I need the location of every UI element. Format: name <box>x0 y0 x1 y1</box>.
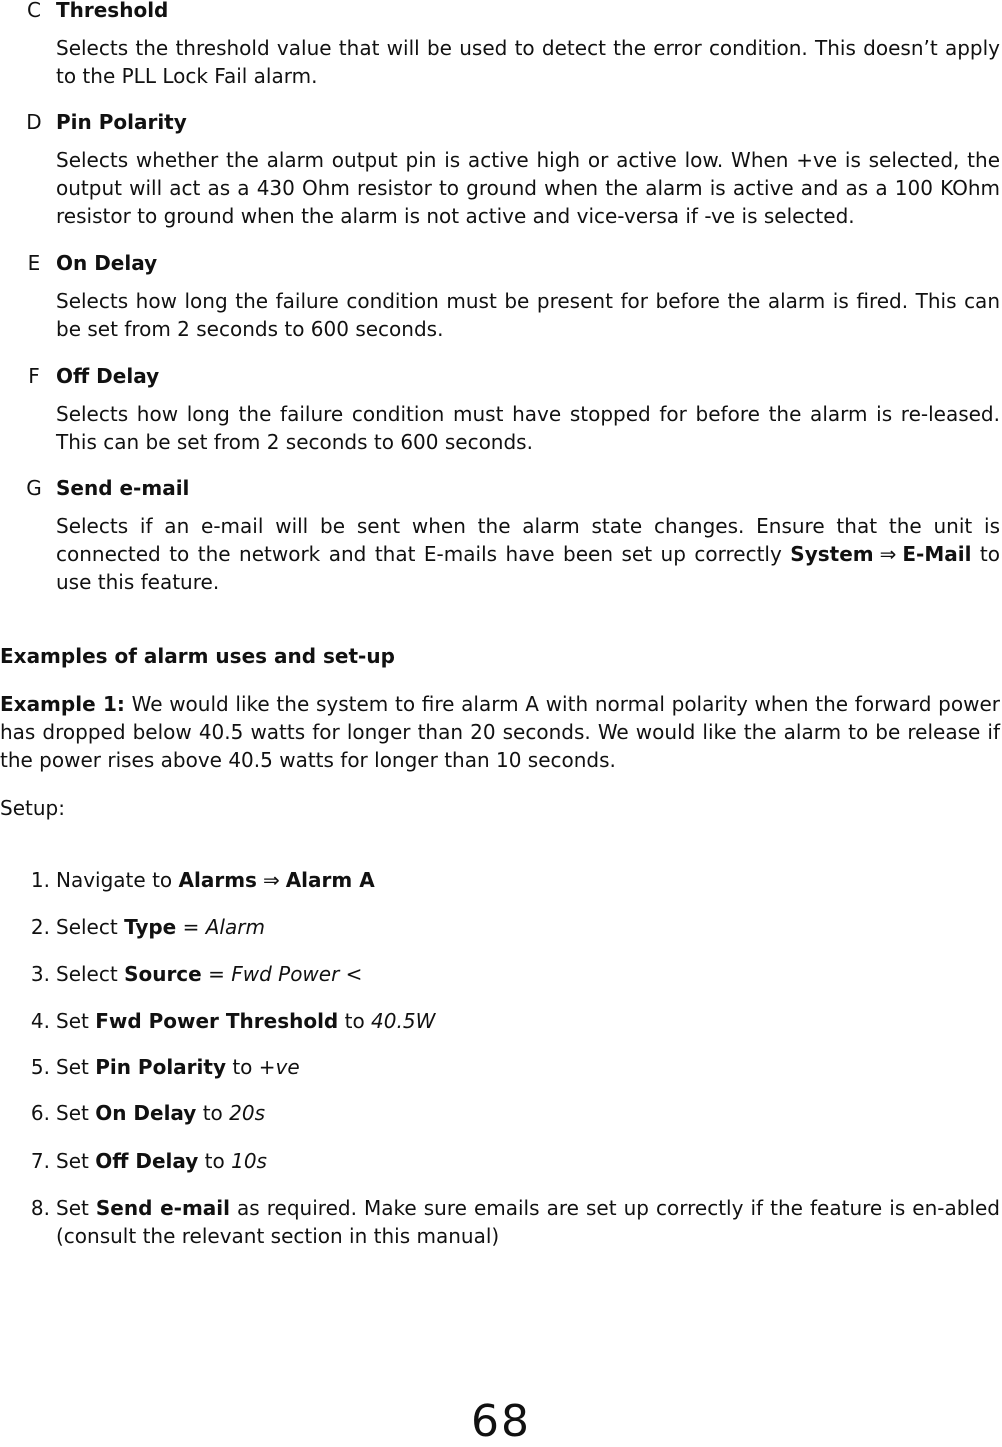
step-text <box>56 960 1000 988</box>
example-1-label: Example 1: <box>0 692 125 716</box>
step-prefix: Select <box>56 962 125 986</box>
step-prefix: Set <box>56 1196 96 1220</box>
step-prefix: Select <box>56 915 125 939</box>
definition-description: Selects whether the alarm output pin is active high or active low. When +ve is selected, the output will act as a 430 Ohm resistor to ground when the alarm is active and as a 100 KOhm resistor to ground when the alarm is not active and vice-versa if -ve is selected. <box>56 148 1000 228</box>
setting-name: Type <box>124 915 177 939</box>
step-connector: = <box>201 962 232 986</box>
step-prefix: Set <box>56 1009 96 1033</box>
menu-path-system: System <box>790 542 874 566</box>
step-text <box>56 1194 1000 1250</box>
definition-description: Selects how long the failure condition must have stopped for before the alarm is re-leased. This can be set from 2 seconds to 600 seconds. <box>56 402 1000 454</box>
example-1-text: We would like the system to fire alarm A with normal polarity when the forward power has dropped below 40.5 watts for longer than 20 seconds. We would like the alarm to be release if the power rises above 40.5 watts for longer than 10 seconds. <box>0 692 1000 772</box>
step-number: 3. <box>30 962 50 986</box>
step-text <box>56 1007 1000 1035</box>
step-prefix: Set <box>56 1101 96 1125</box>
setting-value: 10s <box>231 1149 267 1173</box>
menu-path-email: E-Mail <box>902 542 972 566</box>
definition-term: On Delay <box>56 251 158 275</box>
page-number: 68 <box>471 1396 531 1447</box>
menu-path-alarm-a: Alarm A <box>285 868 375 892</box>
definition-description: Selects how long the failure condition must be present for before the alarm is fired. This can be set from 2 seconds to 600 seconds. <box>56 289 1000 341</box>
step-connector: to <box>198 1149 232 1173</box>
step-text <box>56 1053 1000 1081</box>
definition-term: Pin Polarity <box>56 110 187 134</box>
step-text <box>56 1147 1000 1175</box>
step-text <box>56 866 1000 894</box>
setting-value: 40.5W <box>371 1009 436 1033</box>
setting-name: Source <box>124 962 202 986</box>
definition-term: Threshold <box>56 0 169 22</box>
step-text <box>56 1099 1000 1127</box>
setting-value: +ve <box>258 1055 300 1079</box>
step-number: 8. <box>30 1196 50 1220</box>
step-number: 1. <box>30 868 50 892</box>
setting-name: On Delay <box>95 1101 197 1125</box>
setup-label: Setup: <box>0 796 65 820</box>
definition-term: Send e-mail <box>56 476 190 500</box>
step-prefix: Set <box>56 1055 96 1079</box>
step-connector: to <box>338 1009 372 1033</box>
step-prefix: Navigate to <box>56 868 179 892</box>
definition-description <box>56 512 1000 596</box>
examples-heading: Examples of alarm uses and set-up <box>0 644 395 668</box>
menu-path-alarms: Alarms <box>178 868 257 892</box>
step-suffix: as required. Make sure emails are set up correctly if the feature is en-abled (consult the relevant section in this manual) <box>56 1196 1000 1248</box>
definition-letter: E <box>27 251 41 275</box>
setting-value: Fwd Power <box>231 962 340 986</box>
definition-description: Selects the threshold value that will be used to detect the error condition. This doesn’t apply to the PLL Lock Fail alarm. <box>56 36 1000 88</box>
step-prefix: Set <box>56 1149 96 1173</box>
setting-name: Fwd Power Threshold <box>95 1009 339 1033</box>
setting-value: Alarm <box>205 915 265 939</box>
description-text-end: to use this feature. <box>56 542 1001 594</box>
step-suffix: < <box>339 962 363 986</box>
step-connector: to <box>196 1101 230 1125</box>
menu-arrow-icon: ⇒ <box>879 542 897 566</box>
step-number: 7. <box>30 1149 50 1173</box>
setting-name: Pin Polarity <box>95 1055 226 1079</box>
definition-letter: G <box>26 476 42 500</box>
definition-letter: F <box>28 364 40 388</box>
step-connector: = <box>176 915 206 939</box>
step-number: 6. <box>30 1101 50 1125</box>
setting-name: Send e-mail <box>95 1196 230 1220</box>
menu-arrow-icon: ⇒ <box>262 868 280 892</box>
example-1-paragraph <box>0 690 1000 774</box>
step-number: 2. <box>30 915 50 939</box>
step-number: 4. <box>30 1009 50 1033</box>
description-text: Selects if an e-mail will be sent when the alarm state changes. Ensure that the unit is connected to the network and that E-mails have been set up correctly <box>56 514 1000 566</box>
setting-value: 20s <box>229 1101 266 1125</box>
step-connector: to <box>225 1055 259 1079</box>
definition-letter: D <box>26 110 42 134</box>
definition-letter: C <box>27 0 41 22</box>
definition-term: Off Delay <box>56 364 160 388</box>
step-text <box>56 913 1000 941</box>
setting-name: Off Delay <box>95 1149 199 1173</box>
step-number: 5. <box>30 1055 50 1079</box>
